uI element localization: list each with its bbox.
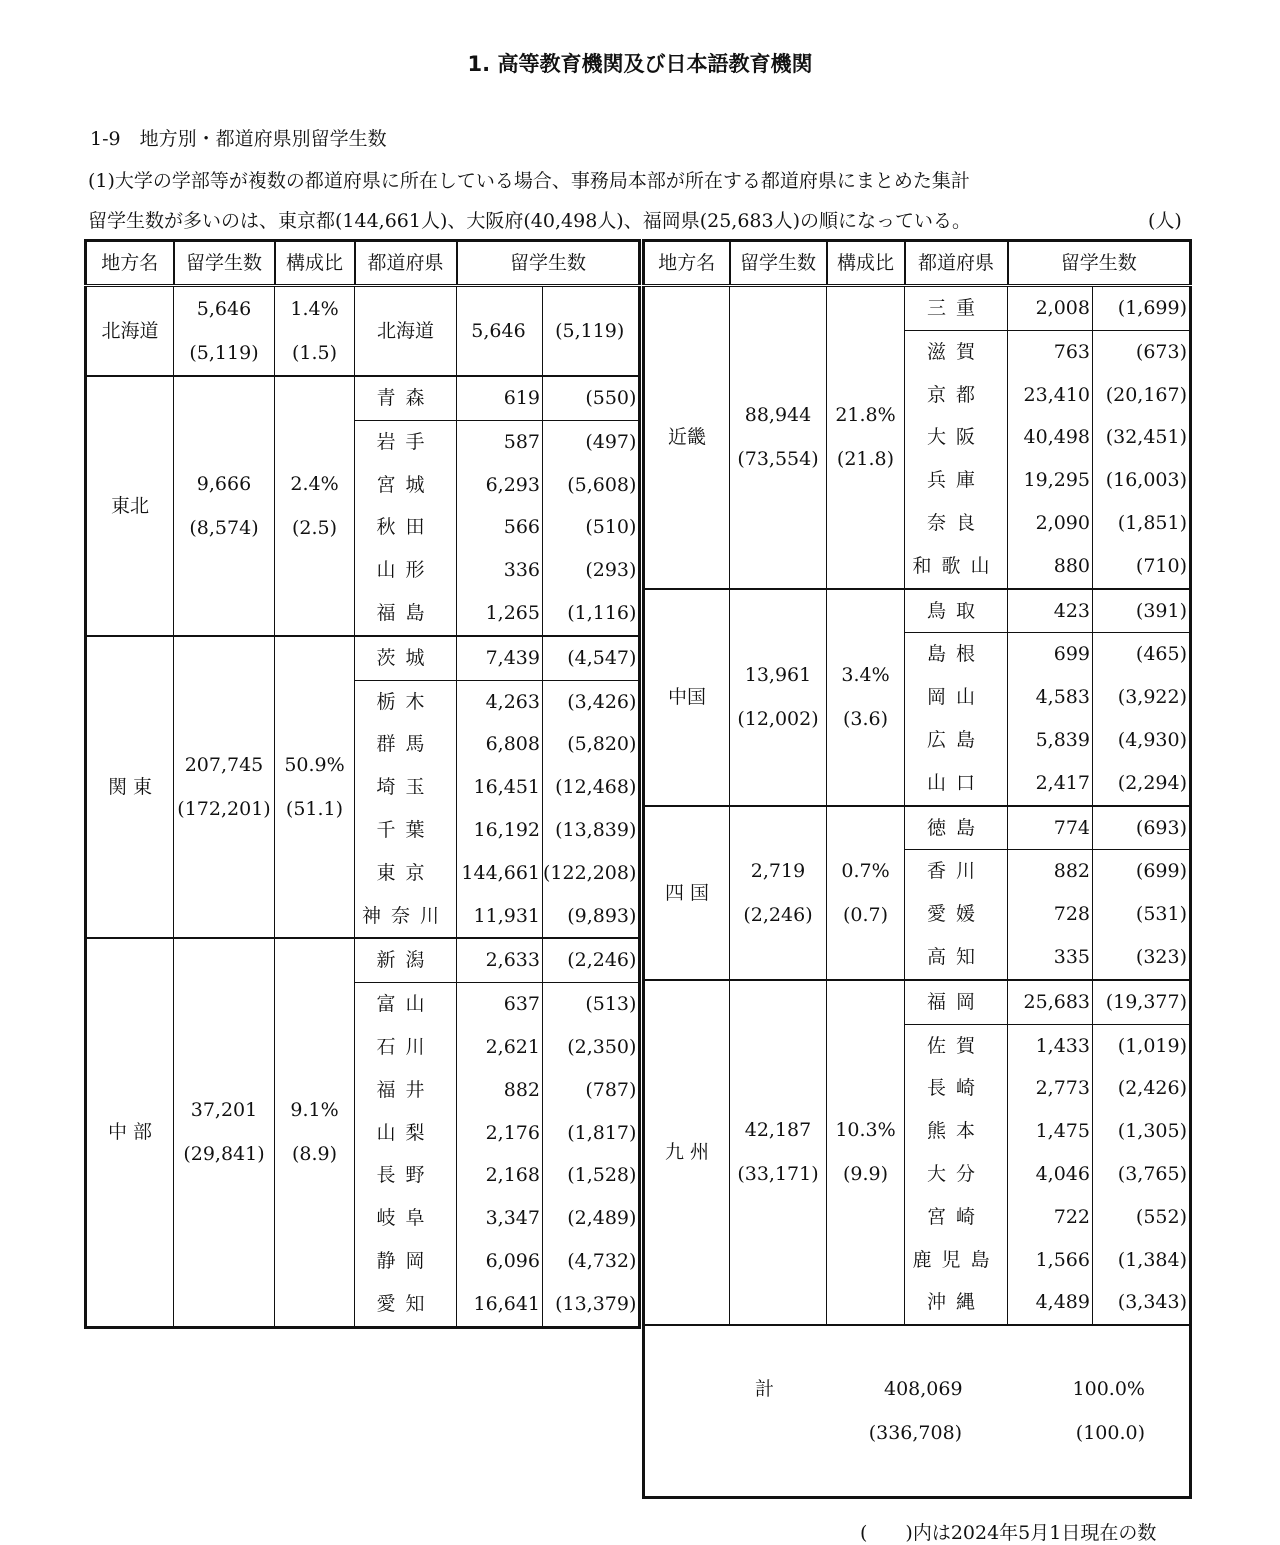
region-ratio-prev: (51.1) <box>285 798 344 821</box>
region-ratio-prev: (21.8) <box>836 448 895 471</box>
prefecture-value: 40,498 <box>1008 416 1093 459</box>
region-total-prev: (8,574) <box>189 516 259 539</box>
region-ratio-prev: (1.5) <box>291 342 338 364</box>
total-row <box>644 1325 1191 1498</box>
prefecture-name: 山梨 <box>355 1112 457 1155</box>
region-ratio-prev: (2.5) <box>291 516 338 539</box>
prefecture-name: 沖縄 <box>905 1281 1008 1325</box>
right-table <box>642 239 1192 1499</box>
total-line <box>645 1367 1189 1411</box>
prefecture-prev: (1,116) <box>543 592 640 636</box>
prefecture-name: 新潟 <box>355 938 457 982</box>
left-header-row <box>86 241 640 286</box>
prefecture-value: 423 <box>1008 589 1093 633</box>
prefecture-prev: (4,732) <box>543 1240 640 1283</box>
header-region: 地方名 <box>644 241 730 286</box>
prefecture-name: 石川 <box>355 1026 457 1069</box>
prefecture-prev: (20,167) <box>1093 374 1191 417</box>
prefecture-value: 144,661 <box>457 852 543 895</box>
prefecture-value: 16,451 <box>457 766 543 809</box>
prefecture-value: 6,808 <box>457 723 543 766</box>
region-total <box>730 589 827 806</box>
region-total-prev: (12,002) <box>737 708 819 731</box>
total-ratio: 100.0% <box>1072 1378 1145 1401</box>
region-ratio <box>275 376 355 636</box>
prefecture-value: 6,293 <box>457 464 543 507</box>
right-header-row <box>644 241 1191 286</box>
prefecture-value: 16,192 <box>457 809 543 852</box>
prefecture-value: 587 <box>457 420 543 463</box>
total-prev-line <box>645 1411 1189 1455</box>
prefecture-name: 千葉 <box>355 809 457 852</box>
prefecture-name: 栃木 <box>355 680 457 723</box>
prefecture-name: 大分 <box>905 1153 1008 1196</box>
prefecture-prev: (787) <box>543 1069 640 1112</box>
prefecture-value: 3,347 <box>457 1197 543 1240</box>
prefecture-value: 882 <box>457 1069 543 1112</box>
prefecture-prev: (19,377) <box>1093 980 1191 1024</box>
region-total-value: 207,745 <box>184 754 264 777</box>
header-region: 地方名 <box>86 241 174 286</box>
prefecture-prev: (16,003) <box>1093 459 1191 502</box>
prefecture-value: 699 <box>1008 633 1093 676</box>
region-ratio <box>827 286 905 589</box>
region-ratio-prev: (9.9) <box>842 1163 889 1186</box>
prefecture-name: 兵庫 <box>905 459 1008 502</box>
table-row <box>644 806 1191 850</box>
footer-note: ( )内は2024年5月1日現在の数 <box>860 1522 1157 1544</box>
prefecture-value: 4,583 <box>1008 676 1093 719</box>
prefecture-value: 23,410 <box>1008 374 1093 417</box>
region-ratio <box>827 589 905 806</box>
region-name: 中 部 <box>86 938 174 1327</box>
prefecture-prev: (2,350) <box>543 1026 640 1069</box>
prefecture-prev: (673) <box>1093 330 1191 373</box>
region-ratio-value: 1.4% <box>290 298 339 320</box>
prefecture-value: 11,931 <box>457 895 543 939</box>
prefecture-value: 1,475 <box>1008 1110 1093 1153</box>
prefecture-prev: (4,930) <box>1093 719 1191 762</box>
region-ratio-prev: (8.9) <box>291 1143 338 1166</box>
prefecture-value: 1,433 <box>1008 1024 1093 1067</box>
prefecture-value: 19,295 <box>1008 459 1093 502</box>
prefecture-name: 岐阜 <box>355 1197 457 1240</box>
prefecture-name: 福島 <box>355 592 457 636</box>
table-row <box>86 636 640 680</box>
prefecture-prev: (465) <box>1093 633 1191 676</box>
prefecture-prev: (3,765) <box>1093 1153 1191 1196</box>
prefecture-value: 880 <box>1008 545 1093 589</box>
prefecture-value: 728 <box>1008 893 1093 936</box>
prefecture-prev: (13,379) <box>543 1283 640 1327</box>
prefecture-value: 2,090 <box>1008 502 1093 545</box>
total-prev: (336,708) <box>868 1422 963 1445</box>
right-table-body <box>644 286 1191 1498</box>
region-ratio-value: 50.9% <box>284 754 345 777</box>
header-ratio: 構成比 <box>275 241 355 286</box>
prefecture-name: 長野 <box>355 1154 457 1197</box>
prefecture-value: 25,683 <box>1008 980 1093 1024</box>
prefecture-prev: (693) <box>1093 806 1191 850</box>
prefecture-name: 東京 <box>355 852 457 895</box>
region-name: 近畿 <box>644 286 730 589</box>
prefecture-name: 愛知 <box>355 1283 457 1327</box>
prefecture-prev: (3,426) <box>543 680 640 723</box>
region-name: 北海道 <box>86 286 174 377</box>
prefecture-prev: (2,246) <box>543 938 640 982</box>
prefecture-prev: (12,468) <box>543 766 640 809</box>
table-row <box>644 980 1191 1024</box>
prefecture-prev: (510) <box>543 506 640 549</box>
prefecture-value: 774 <box>1008 806 1093 850</box>
table-row <box>86 376 640 420</box>
prefecture-name: 宮城 <box>355 464 457 507</box>
prefecture-value: 5,646 <box>457 286 543 377</box>
region-total-value: 2,719 <box>750 859 806 882</box>
region-total-prev: (29,841) <box>183 1143 265 1166</box>
prefecture-prev: (13,839) <box>543 809 640 852</box>
region-total-value: 37,201 <box>190 1099 258 1122</box>
header-prefecture: 都道府県 <box>905 241 1008 286</box>
prefecture-name: 茨城 <box>355 636 457 680</box>
total-ratio-prev: (100.0) <box>1075 1422 1145 1445</box>
region-total-prev: (172,201) <box>177 798 271 821</box>
prefecture-name: 和歌山 <box>905 545 1008 589</box>
prefecture-value: 2,417 <box>1008 762 1093 806</box>
region-ratio-value: 0.7% <box>841 859 890 882</box>
region-ratio-prev: (0.7) <box>842 903 889 926</box>
table-row <box>644 286 1191 331</box>
prefecture-name: 北海道 <box>355 286 457 377</box>
region-total-prev: (73,554) <box>737 448 819 471</box>
prefecture-name: 佐賀 <box>905 1024 1008 1067</box>
prefecture-prev: (699) <box>1093 850 1191 893</box>
header-pref-students: 留学生数 <box>457 241 640 286</box>
prefecture-value: 2,621 <box>457 1026 543 1069</box>
prefecture-value: 336 <box>457 549 543 592</box>
prefecture-prev: (497) <box>543 420 640 463</box>
region-total <box>730 806 827 980</box>
prefecture-prev: (531) <box>1093 893 1191 936</box>
prefecture-prev: (1,019) <box>1093 1024 1191 1067</box>
prefecture-name: 岩手 <box>355 420 457 463</box>
prefecture-value: 2,773 <box>1008 1067 1093 1110</box>
unit-label: (人) <box>1148 210 1182 232</box>
region-total <box>174 286 275 377</box>
prefecture-name: 富山 <box>355 983 457 1026</box>
prefecture-prev: (1,528) <box>543 1154 640 1197</box>
region-total <box>174 938 275 1327</box>
prefecture-name: 山口 <box>905 762 1008 806</box>
region-total-value: 88,944 <box>744 404 812 427</box>
prefecture-value: 1,265 <box>457 592 543 636</box>
region-name: 四 国 <box>644 806 730 980</box>
prefecture-name: 神奈川 <box>355 895 457 939</box>
region-ratio <box>827 806 905 980</box>
prefecture-value: 882 <box>1008 850 1093 893</box>
summary-note: 留学生数が多いのは、東京都(144,661人)、大阪府(40,498人)、福岡県(25,683人)の順になっている。 <box>88 210 972 232</box>
prefecture-name: 青森 <box>355 376 457 420</box>
prefecture-name: 福井 <box>355 1069 457 1112</box>
region-name: 中国 <box>644 589 730 806</box>
table-row <box>86 938 640 982</box>
prefecture-value: 2,008 <box>1008 286 1093 331</box>
total-label: 計 <box>755 1378 775 1401</box>
region-total-value: 42,187 <box>744 1119 812 1142</box>
prefecture-prev: (3,922) <box>1093 676 1191 719</box>
prefecture-name: 宮崎 <box>905 1196 1008 1239</box>
prefecture-name: 山形 <box>355 549 457 592</box>
region-total-prev: (2,246) <box>743 903 813 926</box>
region-ratio-value: 10.3% <box>835 1119 896 1142</box>
prefecture-name: 徳島 <box>905 806 1008 850</box>
left-table <box>84 239 641 1329</box>
region-ratio-value: 3.4% <box>841 664 890 687</box>
prefecture-value: 4,489 <box>1008 1281 1093 1325</box>
prefecture-prev: (2,294) <box>1093 762 1191 806</box>
prefecture-name: 長崎 <box>905 1067 1008 1110</box>
region-ratio <box>275 286 355 377</box>
prefecture-name: 三重 <box>905 286 1008 331</box>
region-ratio-value: 2.4% <box>290 472 339 495</box>
region-total-value: 13,961 <box>744 664 812 687</box>
prefecture-value: 2,176 <box>457 1112 543 1155</box>
region-total <box>174 636 275 939</box>
region-name: 関 東 <box>86 636 174 939</box>
prefecture-prev: (1,699) <box>1093 286 1191 331</box>
prefecture-name: 大阪 <box>905 416 1008 459</box>
prefecture-prev: (5,608) <box>543 464 640 507</box>
prefecture-value: 335 <box>1008 936 1093 980</box>
prefecture-value: 16,641 <box>457 1283 543 1327</box>
prefecture-name: 静岡 <box>355 1240 457 1283</box>
prefecture-value: 4,046 <box>1008 1153 1093 1196</box>
prefecture-name: 埼玉 <box>355 766 457 809</box>
page-title: 1. 高等教育機関及び日本語教育機関 <box>467 52 813 76</box>
prefecture-name: 奈良 <box>905 502 1008 545</box>
prefecture-prev: (293) <box>543 549 640 592</box>
region-ratio <box>275 636 355 939</box>
prefecture-prev: (32,451) <box>1093 416 1191 459</box>
prefecture-prev: (552) <box>1093 1196 1191 1239</box>
prefecture-value: 1,566 <box>1008 1239 1093 1282</box>
prefecture-prev: (122,208) <box>543 852 640 895</box>
region-ratio <box>275 938 355 1327</box>
prefecture-value: 6,096 <box>457 1240 543 1283</box>
header-pref-students: 留学生数 <box>1008 241 1191 286</box>
section-title: 1-9 地方別・都道府県別留学生数 <box>90 128 387 150</box>
prefecture-value: 2,168 <box>457 1154 543 1197</box>
region-total-prev: (5,119) <box>189 342 259 364</box>
region-ratio-prev: (3.6) <box>842 708 889 731</box>
prefecture-name: 愛媛 <box>905 893 1008 936</box>
prefecture-prev: (323) <box>1093 936 1191 980</box>
region-name: 東北 <box>86 376 174 636</box>
prefecture-prev: (3,343) <box>1093 1281 1191 1325</box>
region-total-prev: (33,171) <box>737 1163 819 1186</box>
prefecture-prev: (1,851) <box>1093 502 1191 545</box>
prefecture-name: 岡山 <box>905 676 1008 719</box>
region-name: 九 州 <box>644 980 730 1325</box>
prefecture-name: 香川 <box>905 850 1008 893</box>
prefecture-prev: (513) <box>543 983 640 1026</box>
prefecture-name: 滋賀 <box>905 330 1008 373</box>
left-table-body <box>86 286 640 1328</box>
prefecture-value: 5,839 <box>1008 719 1093 762</box>
prefecture-name: 島根 <box>905 633 1008 676</box>
header-students: 留学生数 <box>730 241 827 286</box>
prefecture-name: 広島 <box>905 719 1008 762</box>
prefecture-name: 高知 <box>905 936 1008 980</box>
region-total-value: 9,666 <box>196 472 252 495</box>
prefecture-name: 熊本 <box>905 1110 1008 1153</box>
prefecture-prev: (1,305) <box>1093 1110 1191 1153</box>
prefecture-value: 619 <box>457 376 543 420</box>
header-students: 留学生数 <box>174 241 275 286</box>
prefecture-prev: (710) <box>1093 545 1191 589</box>
prefecture-value: 637 <box>457 983 543 1026</box>
prefecture-value: 722 <box>1008 1196 1093 1239</box>
region-ratio-value: 21.8% <box>835 404 896 427</box>
region-total <box>174 376 275 636</box>
prefecture-prev: (391) <box>1093 589 1191 633</box>
prefecture-prev: (1,817) <box>543 1112 640 1155</box>
total-value: 408,069 <box>883 1378 963 1401</box>
region-ratio-value: 9.1% <box>290 1099 339 1122</box>
prefecture-prev: (2,489) <box>543 1197 640 1240</box>
prefecture-value: 763 <box>1008 330 1093 373</box>
prefecture-name: 京都 <box>905 374 1008 417</box>
region-total <box>730 980 827 1325</box>
region-ratio <box>827 980 905 1325</box>
prefecture-name: 群馬 <box>355 723 457 766</box>
total-cell <box>644 1325 1191 1498</box>
region-total <box>730 286 827 589</box>
header-prefecture: 都道府県 <box>355 241 457 286</box>
prefecture-prev: (550) <box>543 376 640 420</box>
prefecture-value: 566 <box>457 506 543 549</box>
table-row <box>644 589 1191 633</box>
prefecture-name: 秋田 <box>355 506 457 549</box>
subsection-title: (1)大学の学部等が複数の都道府県に所在している場合、事務局本部が所在する都道府県にまとめた集計 <box>88 170 970 192</box>
prefecture-prev: (4,547) <box>543 636 640 680</box>
prefecture-name: 福岡 <box>905 980 1008 1024</box>
prefecture-prev: (9,893) <box>543 895 640 939</box>
prefecture-prev: (1,384) <box>1093 1239 1191 1282</box>
region-total-value: 5,646 <box>196 298 252 320</box>
prefecture-prev: (2,426) <box>1093 1067 1191 1110</box>
prefecture-value: 2,633 <box>457 938 543 982</box>
prefecture-name: 鳥取 <box>905 589 1008 633</box>
prefecture-name: 鹿児島 <box>905 1239 1008 1282</box>
prefecture-prev: (5,820) <box>543 723 640 766</box>
header-ratio: 構成比 <box>827 241 905 286</box>
prefecture-value: 7,439 <box>457 636 543 680</box>
prefecture-value: 4,263 <box>457 680 543 723</box>
prefecture-prev: (5,119) <box>543 286 640 377</box>
